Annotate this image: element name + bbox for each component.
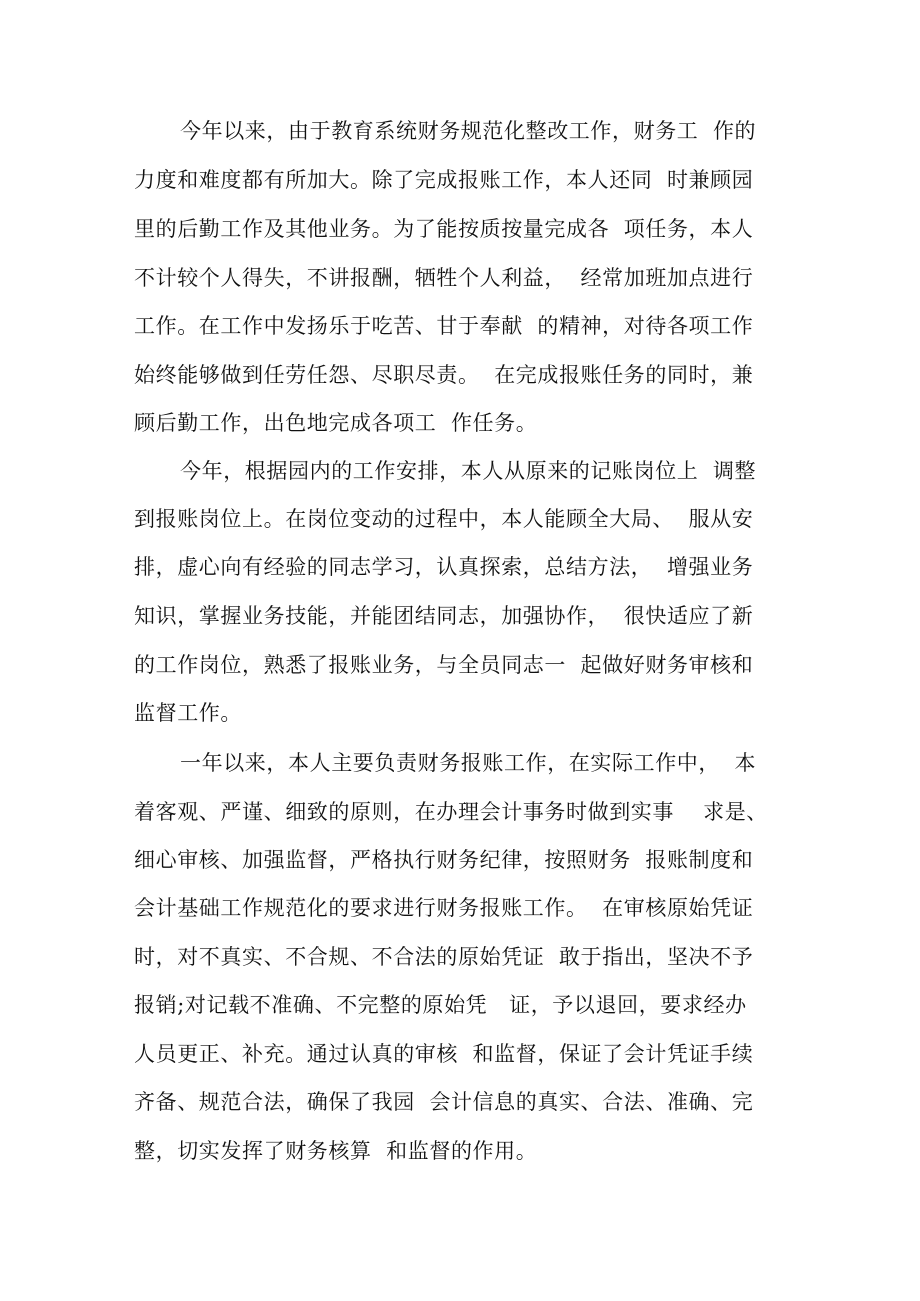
- paragraph-2-line-6: 监督工作。: [134, 701, 242, 725]
- paragraph-1-line-6: 始终能够做到任劳任怨、尽职尽责。 在完成报账任务的同时，兼: [134, 363, 754, 387]
- paragraph-3-line-8: 齐备、规范合法，确保了我园 会计信息的真实、合法、准确、完: [134, 1090, 754, 1114]
- paragraph-3-line-9: 整，切实发挥了财务核算 和监督的作用。: [134, 1139, 538, 1163]
- paragraph-1-line-3: 里的后勤工作及其他业务。为了能按质按量完成各 项任务，本人: [134, 217, 754, 241]
- paragraph-1-line-4: 不计较个人得失，不讲报酬，牺牲个人利益， 经常加班加点进行: [134, 266, 754, 290]
- paragraph-3-line-6: 报销;对记载不准确、不完整的原始凭 证，予以退回，要求经办: [134, 993, 747, 1017]
- paragraph-3-line-2: 着客观、严谨、细致的原则，在办理会计事务时做到实事 求是、: [134, 800, 768, 824]
- paragraph-3-line-4: 会计基础工作规范化的要求进行财务报账工作。 在审核原始凭证: [134, 896, 754, 920]
- paragraph-3-line-5: 时，对不真实、不合规、不合法的原始凭证 敢于指出，坚决不予: [134, 945, 754, 969]
- paragraph-1-line-7: 顾后勤工作，出色地完成各项工 作任务。: [134, 411, 538, 435]
- paragraph-2-line-3: 排，虚心向有经验的同志学习，认真探索，总结方法， 增强业务: [134, 555, 754, 579]
- paragraph-2-line-4: 知识，掌握业务技能，并能团结同志，加强协作， 很快适应了新: [134, 604, 754, 628]
- paragraph-3-line-1: 一年以来，本人主要负责财务报账工作，在实际工作中， 本: [180, 751, 757, 775]
- paragraph-1-line-5: 工作。在工作中发扬乐于吃苦、甘于奉献 的精神，对待各项工作: [134, 314, 754, 338]
- paragraph-1-line-1: 今年以来，由于教育系统财务规范化整改工作，财务工 作的: [180, 119, 757, 143]
- paragraph-2-line-5: 的工作岗位，熟悉了报账业务，与全员同志一 起做好财务审核和: [134, 653, 754, 677]
- paragraph-3-line-7: 人员更正、补充。通过认真的审核 和监督，保证了会计凭证手续: [134, 1042, 754, 1066]
- paragraph-2-line-2: 到报账岗位上。在岗位变动的过程中，本人能顾全大局、 服从安: [134, 507, 754, 531]
- paragraph-3-line-3: 细心审核、加强监督，严格执行财务纪律，按照财务 报账制度和: [134, 848, 754, 872]
- paragraph-2-line-1: 今年，根据园内的工作安排，本人从原来的记账岗位上 调整: [180, 459, 757, 483]
- paragraph-1-line-2: 力度和难度都有所加大。除了完成报账工作，本人还同 时兼顾园: [134, 168, 754, 192]
